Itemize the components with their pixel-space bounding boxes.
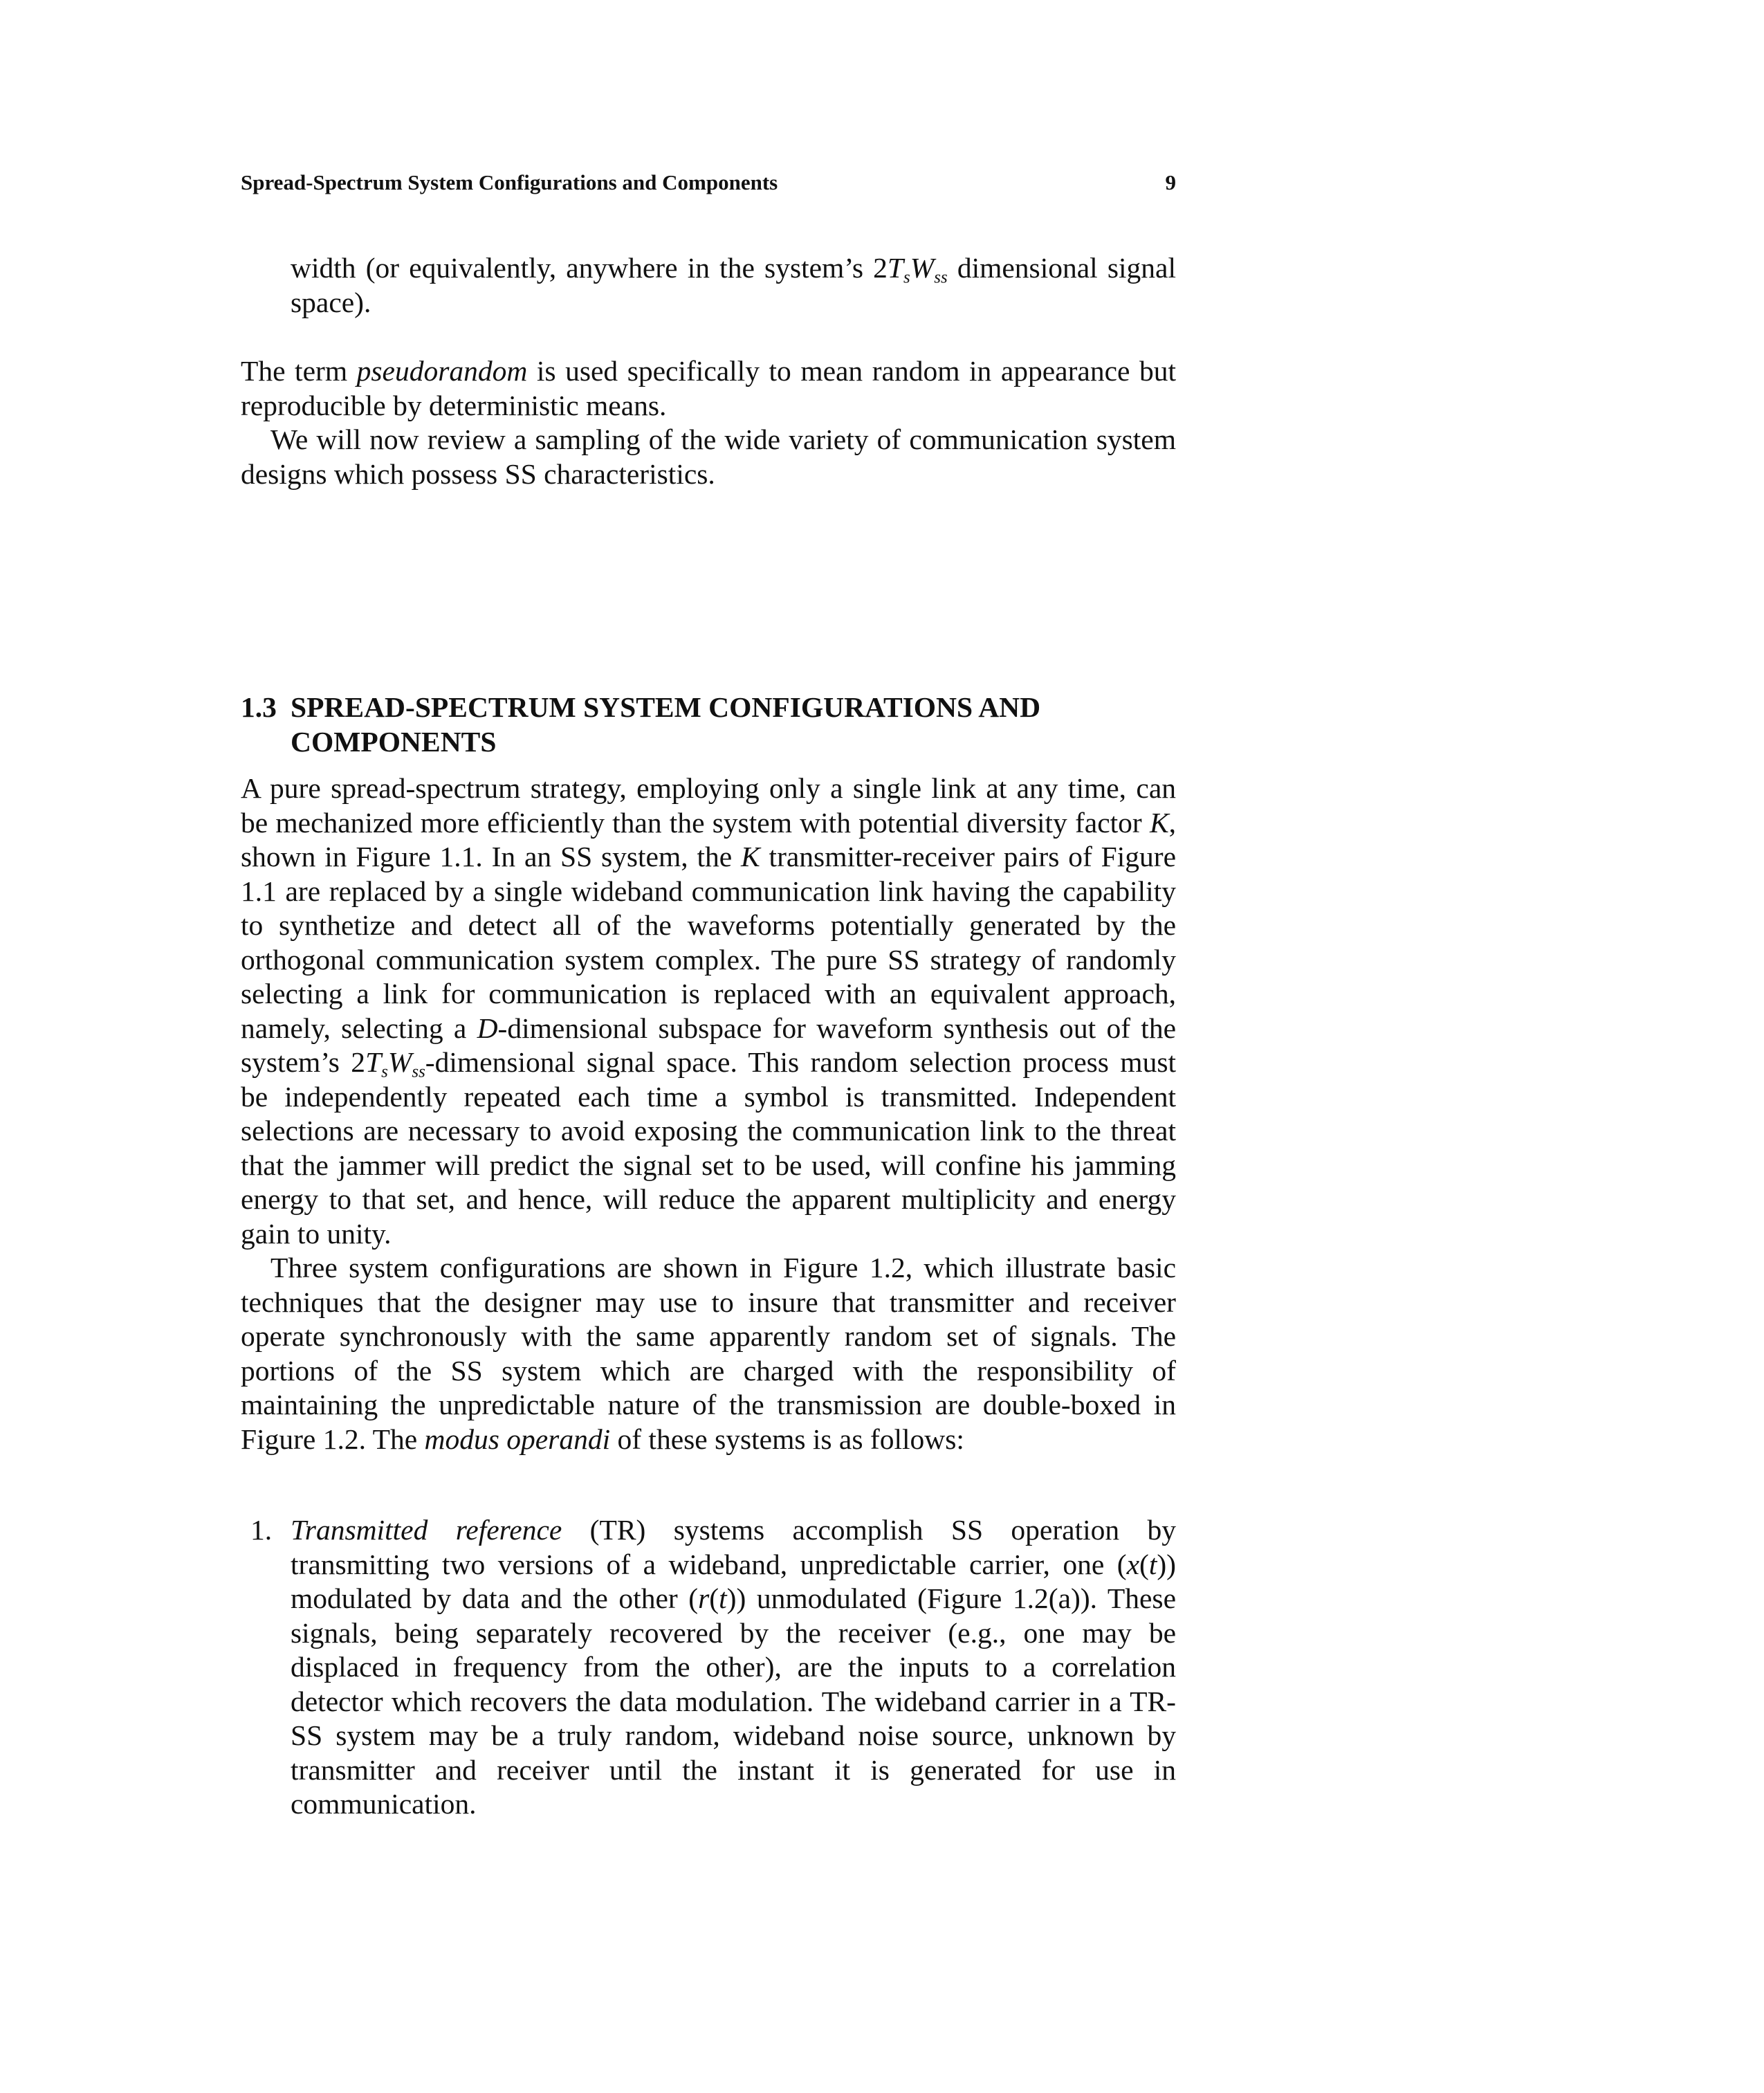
math-T: T <box>887 252 904 284</box>
paragraph-pseudorandom: The term pseudorandom is used specifically to mean random in appearance but reproducible by deterministic means. <box>241 355 1176 421</box>
section-title: SPREAD-SPECTRUM SYSTEM CONFIGURATIONS AND COMPONENTS <box>291 691 1041 758</box>
math-T: T <box>365 1046 382 1078</box>
section-body <box>241 771 1176 1456</box>
paragraph-review: We will now review a sampling of the wide variety of communication system designs which possess SS characteristics. <box>241 423 1176 490</box>
math-t: t <box>1148 1548 1157 1580</box>
term-transmitted-reference: Transmitted reference <box>291 1514 562 1546</box>
math-K: K <box>1149 806 1169 839</box>
math-x: x <box>1126 1548 1139 1580</box>
math-W: W <box>910 252 935 284</box>
running-head-title: Spread-Spectrum System Configurations and Components <box>241 170 778 194</box>
term-pseudorandom: pseudorandom <box>356 355 528 387</box>
math-t: t <box>719 1582 727 1614</box>
list-marker: 1. <box>250 1514 273 1546</box>
section-number: 1.3 <box>241 691 277 724</box>
math-r: r <box>698 1582 710 1614</box>
math-W: W <box>387 1046 412 1078</box>
continued-text: width (or equivalently, anywhere in the system’s $2T_sW_{ss}$ dimensional signal space). <box>291 252 1176 318</box>
continued-list-item <box>241 251 1176 320</box>
list-item <box>241 1513 1176 1822</box>
running-head <box>241 169 1176 196</box>
section-heading <box>241 690 1176 759</box>
math-subscript-ss: ss <box>412 1062 425 1081</box>
numbered-list <box>241 1513 1176 1822</box>
math-subscript-s: s <box>381 1062 388 1081</box>
paragraph-strategy: A pure spread-spectrum strategy, employing only a single link at any time, can be mechanized more efficiently than the system with potential diversity factor K, shown in Figure 1.1. In an SS system, the K transmitter-receiver pairs of Figure 1.1 are replaced by a single wideband communication link having the capability to synthetize and detect all of the waveforms potentially generated by the orthogonal communication system complex. The pure SS strategy of randomly selecting a link for communication is replaced with an equivalent approach, namely, selecting a D-dimensional subspace for waveform synthesis out of the system’s $2T_sW_{ss}$-dimensional signal space. This random selection process must be independently repeated each time a symbol is transmitted. Independent selections are necessary to avoid exposing the communication link to the threat that the jammer will predict the signal set to be used, will confine his jamming energy to that set, and hence, will reduce the apparent multiplicity and energy gain to unity. <box>241 772 1177 1250</box>
paragraph-three-configurations: Three system configurations are shown in Figure 1.2, which illustrate basic techniques that the designer may use to insure that transmitter and receiver operate synchronously with the same apparently random set of signals. The portions of the SS system which are charged with the responsibility of maintaining the unpredictable nature of the transmission are double-boxed in Figure 1.2. The modus operandi of these systems is as follows: <box>241 1252 1176 1455</box>
math-D: D <box>477 1012 498 1044</box>
list-item-text: Transmitted reference (TR) systems accomplish SS operation by transmitting two versions of a wideband, unpredictable carrier, one (x(t)) modulated by data and the other (r(t)) unmodulated (Figure 1.2(a)). These signals, being separately recovered by the receiver (e.g., one may be displaced in frequency from the other), are the inputs to a correlation detector which recovers the data modulation. The wideband carrier in a TR-SS system may be a truly random, wideband noise source, unknown by transmitter and receiver until the instant it is generated for use in communication. <box>291 1514 1176 1820</box>
math-subscript-ss: ss <box>934 268 948 287</box>
page-number: 9 <box>1165 170 1176 194</box>
term-modus-operandi: modus operandi <box>424 1423 611 1455</box>
term-paragraphs <box>241 354 1176 491</box>
math-K: K <box>741 841 760 872</box>
math-subscript-s: s <box>903 268 910 287</box>
